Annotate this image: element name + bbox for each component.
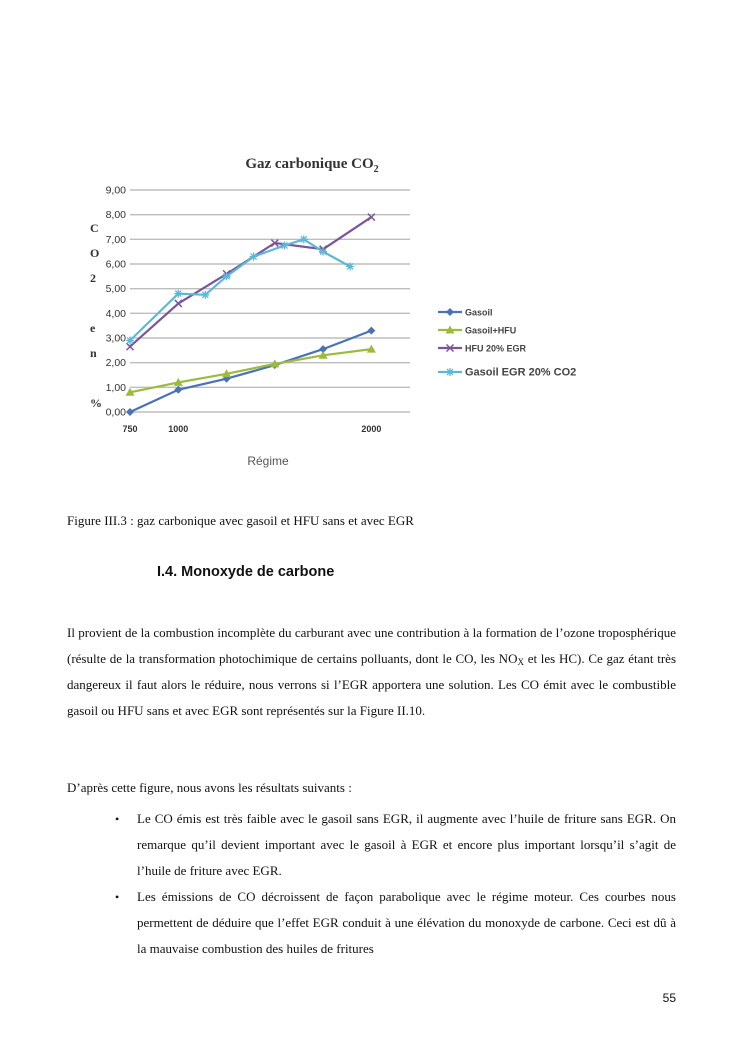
legend-item: [438, 308, 493, 318]
chart-title: Gaz carbonique $CO_2$: [245, 156, 379, 175]
x-tick-labels: [122, 424, 381, 434]
data-point: [319, 248, 327, 256]
legend: [438, 308, 576, 379]
data-point: [346, 262, 354, 270]
data-point: [280, 242, 288, 250]
x-tick-label: 750: [122, 424, 138, 434]
bullet-icon: •: [115, 812, 120, 826]
list-item-text: Le CO émis est très faible avec le gasoil sans EGR, il augmente avec l’huile de friture sans EGR. On remarque qu’il devient important avec le gasoil à EGR et encore plus important lorsqu’il s’agit de l’huile de friture avec EGR.: [137, 811, 676, 878]
y-axis-label-char: e: [90, 321, 96, 335]
figure-caption: Figure III.3 : gaz carbonique avec gasoil et HFU sans et avec EGR: [67, 513, 414, 528]
y-tick-label: 8,00: [105, 209, 126, 222]
y-tick-labels: [106, 185, 127, 419]
y-tick-label: 7,00: [105, 233, 126, 246]
legend-item: [438, 344, 527, 354]
series-line: [130, 349, 371, 392]
legend-label: Gasoil: [465, 307, 493, 318]
y-tick-label: 0,00: [105, 406, 126, 419]
y-tick-label: 4,00: [105, 307, 126, 320]
x-tick-label: 1000: [168, 424, 189, 434]
paragraph-intro-part2: et les HC). Ce gaz étant très dangereux il faut alors le réduire, nous verrons si l’EGR apportera une solution. Les CO émit avec le combustible gasoil ou HFU sans et avec EGR sont représentés sur la Figure II.10.: [67, 651, 677, 718]
results-list: [110, 806, 676, 962]
legend-label: Gasoil+HFU: [465, 325, 517, 336]
series-line: [130, 239, 350, 340]
legend-item: [438, 367, 576, 379]
paragraph-results-intro: D’après cette figure, nous avons les résultats suivants :: [67, 780, 352, 795]
section-heading: I.4. Monoxyde de carbone: [157, 564, 335, 580]
paragraph-intro: [67, 620, 676, 724]
data-point: [126, 336, 134, 344]
series-layer: [126, 214, 376, 416]
x-tick-label: 2000: [361, 424, 382, 434]
data-point: [250, 253, 258, 261]
y-axis-label-char: O: [90, 246, 100, 260]
x-axis-label: Régime: [247, 454, 289, 468]
data-point: [126, 408, 134, 416]
series-line: [130, 331, 371, 412]
y-tick-label: 6,00: [105, 258, 126, 271]
y-tick-label: 1,00: [105, 381, 126, 394]
page-number: 55: [662, 991, 676, 1005]
list-item-text: Les émissions de CO décroissent de façon parabolique avec le régime moteur. Ces courbes nous permettent de déduire que l’effet EGR conduit à une élévation du monoxyde de carbone. Ceci est dû à la mauvaise combustion des huiles de fritures: [137, 889, 676, 956]
series-line: [130, 217, 371, 347]
co2-chart-svg: [90, 150, 577, 480]
series-gasoil: [126, 327, 375, 416]
list-item: [110, 806, 676, 884]
y-tick-label: 5,00: [105, 283, 126, 296]
y-tick-label: 2,00: [105, 357, 126, 370]
list-item: [110, 884, 676, 962]
y-axis-label-char: %: [90, 396, 102, 410]
legend-item: [438, 326, 516, 336]
nox-subscript: X: [517, 657, 524, 667]
paragraph-intro-part1: Il provient de la combustion incomplète du carburant avec une contribution à la formation de l’ozone troposphérique (résulte de la transformation photochimique de certains polluants, dont le CO, les NO: [67, 625, 676, 666]
data-point: [201, 291, 209, 299]
data-point: [446, 308, 454, 316]
data-point: [175, 300, 182, 307]
legend-label: HFU 20% EGR: [465, 343, 527, 354]
data-point: [446, 368, 454, 376]
y-tick-label: 3,00: [105, 332, 126, 345]
y-axis-label-char: n: [90, 346, 97, 360]
data-point: [174, 290, 182, 298]
data-point: [300, 235, 308, 243]
y-tick-label: 9,00: [105, 184, 126, 197]
legend-label: Gasoil EGR 20% CO2: [465, 366, 577, 379]
bullet-icon: •: [115, 890, 120, 904]
data-point: [367, 327, 375, 335]
data-point: [223, 272, 231, 280]
series-gasoil-hfu: [126, 345, 376, 396]
series-hfu-20-egr: [127, 214, 375, 351]
series-gasoil-egr-20-co2: [126, 235, 354, 344]
chart-title-subscript: 2: [373, 164, 379, 175]
y-axis-label-char: 2: [90, 271, 96, 285]
co2-chart: [90, 150, 577, 480]
y-axis-label: [90, 221, 102, 410]
y-axis-label-char: C: [90, 221, 99, 235]
